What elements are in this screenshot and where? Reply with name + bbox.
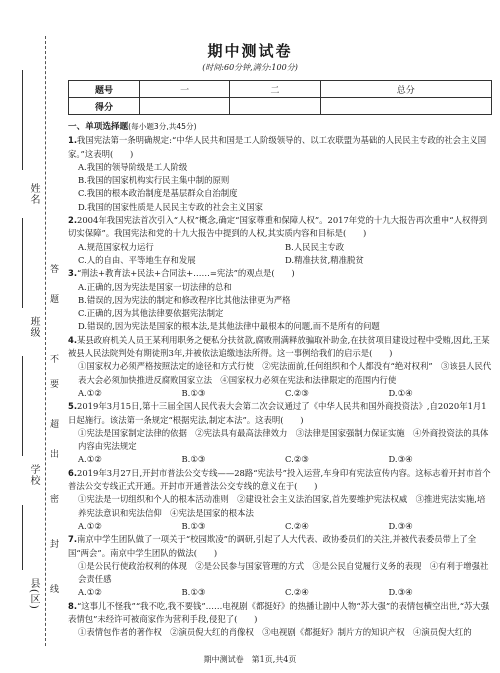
seal-char: 题 <box>50 295 60 305</box>
choice-row <box>78 586 492 599</box>
county-label: 县(区) <box>28 578 39 610</box>
section-title: 一、单项选择题 <box>68 122 129 132</box>
score-table-header-row <box>69 81 492 98</box>
seal-dashed-line <box>45 36 46 646</box>
seal-char: 出 <box>50 450 60 460</box>
question-text: 2019年3月15日,第十三届全国人民代表大会第二次会议通过了《中华人民共和国外商投资法》,自2020年1月1日起施行。该法第一条规定“根据宪法,制定本法”。这表明( ) <box>68 401 487 425</box>
question-number: 4. <box>68 334 78 345</box>
option-statements: ①宪法是国家制定法律的依据 ②宪法具有最高法律效力 ③法律是国家强制力保证实施 ④外商投资法的具体内容由宪法规定 <box>78 427 489 452</box>
question-stem <box>68 267 492 280</box>
choice: C.②④ <box>285 587 309 598</box>
choice: D.③④ <box>388 587 413 598</box>
seal-char: 封 <box>50 540 60 550</box>
question-stem <box>68 214 492 241</box>
question-number: 7. <box>68 534 78 545</box>
choice: C.②③ <box>285 454 309 465</box>
question-text: “这事儿不怪我”“我不吃,我不要钱”……电视剧《都挺好》的热播让剧中人物“苏大强”的表情包横空出世,“苏大强表情包”未经许可被商家作为营利手段,侵犯了( ) <box>68 600 490 624</box>
choice-row <box>78 520 492 533</box>
option: A.规范国家权力运行 <box>78 241 154 252</box>
choice-row <box>78 453 492 466</box>
class-label: 班级 <box>28 316 39 338</box>
seal-char: 要 <box>50 380 60 390</box>
score-input-cell[interactable] <box>230 98 320 115</box>
choice: B.①③ <box>181 454 206 465</box>
county-line <box>22 505 23 570</box>
score-table-cell: 得分 <box>69 98 140 115</box>
option: C.正确的,因为其他法律要依据宪法制定 <box>78 308 224 319</box>
choice: D.③④ <box>388 520 413 531</box>
choice: A.①② <box>78 520 102 531</box>
choice: C.②④ <box>285 520 309 531</box>
score-input-cell[interactable] <box>140 98 230 115</box>
name-line <box>22 70 23 170</box>
choice: A.①② <box>78 587 102 598</box>
score-table <box>68 80 492 115</box>
score-input-cell[interactable] <box>320 98 491 115</box>
question-stem <box>68 533 492 560</box>
option: D.我国的国家性质是人民民主专政的社会主义国家 <box>78 201 263 212</box>
question-number: 3. <box>68 268 78 279</box>
option: B.我国的国家机构实行民主集中制的原则 <box>78 175 230 186</box>
option-statements: ①表情包作者的著作权 ②演员倪大红的肖像权 ③电视剧《都挺好》制片方的知识产权 ④演员倪大红的 <box>78 627 472 638</box>
option-row <box>78 254 492 267</box>
question-number: 8. <box>68 600 78 611</box>
choice: D.①④ <box>388 387 413 398</box>
option: C.我国的根本政治制度是基层群众自治制度 <box>78 188 238 199</box>
section-heading <box>68 120 492 134</box>
option-statements: ①国家权力必须严格按照法定的途径和方式行使 ②宪法面前,任何组织和个人都没有“绝对权利” ③该县人民代表大会必须加快推进反腐败国家立法 ④国家权力必须在宪法和法律限定的范围内行使 <box>78 361 492 385</box>
question-number: 2. <box>68 215 78 226</box>
seal-char: 超 <box>50 420 60 430</box>
choice: A.①② <box>78 454 102 465</box>
score-table-cell: 一 <box>140 81 230 98</box>
option: A.我国的领导阶级是工人阶级 <box>78 161 188 172</box>
seal-char: 答 <box>50 265 60 275</box>
option: B.人民民主专政 <box>285 241 345 252</box>
choice: B.①③ <box>181 387 206 398</box>
option: D.错误的,因为宪法是国家的根本法,是其他法律中最根本的问题,而不是所有的问题 <box>78 321 380 332</box>
question-stem <box>68 134 492 161</box>
option: D.精准扶贫,精准脱贫 <box>285 254 364 265</box>
question-stem <box>68 467 492 494</box>
exam-title: 期中测试卷 <box>207 42 293 60</box>
exam-subtitle: (时间:60分钟,满分:100分) <box>202 63 298 72</box>
section-note: (每小题3分,共45分) <box>128 122 197 131</box>
question-stem <box>68 600 492 627</box>
question-number: 6. <box>68 467 78 478</box>
seal-char: 线 <box>50 585 60 595</box>
question-text: 某县政府机关人员王某利用职务之便私分扶贫款,腐败刑满释放骗取补助金,在扶贫项目建设过程中受贿,因此,王某被县人民法院判处有期徒刑3年,并被依法追缴违法所得。这一事例给我们的启示是( ) <box>68 334 490 359</box>
option: B.错误的,因为宪法的制定和修改程序比其他法律更为严格 <box>78 294 291 305</box>
seal-char: 不 <box>50 355 60 365</box>
binding-strip <box>0 0 62 673</box>
score-table-cell: 题号 <box>69 81 140 98</box>
option: C.人的自由、平等地生存和发展 <box>78 254 196 265</box>
school-label: 学校 <box>28 464 39 486</box>
page-footer: 期中测试卷 第1页,共4页 <box>203 655 297 664</box>
option: A.正确的,因为宪法是国家一切法律的总和 <box>78 281 232 292</box>
question-text: 2004年我国宪法首次引入“人权”概念,确定“国家尊重和保障人权”。2017年党的十九大报告再次重申“人权得到切实保障”。我国宪法和党的十九大报告中提到的人权,其实质内容和目标是( ) <box>68 215 488 239</box>
question-number: 5. <box>68 401 78 412</box>
question-stem <box>68 400 492 427</box>
score-table-score-row <box>69 98 492 115</box>
score-table-cell: 二 <box>230 81 320 98</box>
question-text: 2019年3月27日,开封市普法公交专线——28路“宪法号”投入运营,车身印有宪法宣传内容。这标志着开封市首个普法公交专线正式开通。开封市开通普法公交专线的意义在于( ) <box>68 467 491 492</box>
choice: C.②③ <box>285 387 309 398</box>
choice: B.①③ <box>181 587 206 598</box>
choice-row <box>78 387 492 400</box>
name-label: 姓名 <box>28 183 39 205</box>
choice: D.③④ <box>388 454 413 465</box>
question-text: 南京中学生团队做了一项关于“校园欺凌”的调研,引起了人大代表、政协委员们的关注,并被代表委员带上了全国“两会”。南京中学生团队的做法( ) <box>68 534 477 558</box>
question-number: 1. <box>68 135 78 146</box>
questions-area <box>68 120 492 640</box>
option-row <box>78 241 492 254</box>
choice: A.①② <box>78 387 102 398</box>
class-line <box>22 218 23 308</box>
question-text: 我国宪法第一条明确规定:“中华人民共和国是工人阶级领导的、以工农联盟为基础的人民民主专政的社会主义国家。”这表明( ) <box>68 135 487 159</box>
choice: B.①③ <box>181 520 206 531</box>
score-table-cell: 总分 <box>320 81 491 98</box>
seal-char: 密 <box>50 495 60 505</box>
option-statements: ①是公民行使政治权利的体现 ②是公民参与国家管理的方式 ③是公民自觉履行义务的表现 ④有利于增强社会责任感 <box>78 560 489 585</box>
school-line <box>22 356 23 456</box>
option-statements: ①宪法是一切组织和个人的根本活动准则 ②建设社会主义法治国家,首先要维护宪法权威 ③推进宪法实施,培养宪法意识和宪法信仰 ④宪法是国家的根本法 <box>78 494 486 518</box>
question-text: “刑法+教育法+民法+合同法+……=宪法”的观点是( ) <box>77 268 295 279</box>
question-stem <box>68 334 492 361</box>
